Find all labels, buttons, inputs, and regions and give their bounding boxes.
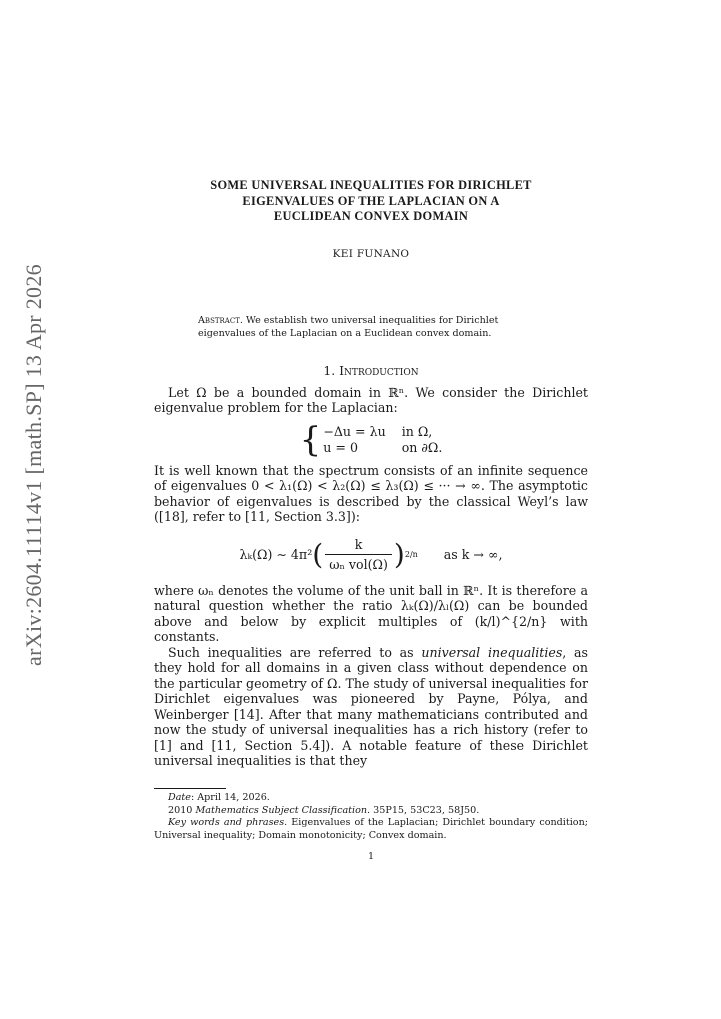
paragraph-4-rest: , as they hold for all domains in a given class without dependence on the particular geometry of Ω. The study of universal inequalities for Dirichlet eigenvalues was pioneered by Payne, Pólya, and Weinberger [14]. After that many mathematicians contributed and now the study of universal inequalities has a rich history (refer to [1] and [11, Section 5.4]). A notable feature of these Dirichlet universal inequalities is that they: [154, 644, 588, 768]
weyl-lhs: λₖ(Ω) ∼ 4π²: [239, 546, 313, 562]
equation-row1-right: in Ω,: [401, 423, 433, 439]
msc-prefix: 2010: [168, 804, 196, 816]
weyl-denominator: ωₙ vol(Ω): [325, 554, 392, 573]
equation-row1-left: −Δu = λu: [323, 423, 386, 439]
equation-row2-left: u = 0: [323, 440, 358, 455]
abstract: [198, 314, 546, 340]
abstract-text: We establish two universal inequalities for Dirichlet eigenvalues of the Laplacian on a Euclidean convex domain.: [198, 315, 499, 339]
equation-row2-right: on ∂Ω.: [401, 440, 443, 455]
paragraph-1: Let Ω be a bounded domain in ℝⁿ. We consider the Dirichlet eigenvalue problem for the Laplacian:: [154, 384, 588, 415]
footnote-date: [154, 792, 588, 805]
keywords-label: Key words and phrases.: [168, 817, 288, 829]
page-number: 1: [367, 851, 375, 862]
paper-page-body: [154, 178, 588, 769]
weyl-fraction: [325, 537, 392, 573]
footnotes: [154, 788, 588, 842]
msc-label: Mathematics Subject Classification.: [195, 804, 371, 816]
abstract-label: Abstract.: [198, 315, 243, 326]
weyl-exponent: 2/n: [404, 549, 418, 559]
paragraph-2: It is well known that the spectrum consists of an infinite sequence of eigenvalues 0 < λ₁(Ω) < λ₂(Ω) ≤ λ₃(Ω) ≤ ··· → ∞. The asymptotic behavior of eigenvalues is described by the classical Weyl’s law ([18], refer to [11, Section 3.3]):: [154, 462, 588, 524]
author-name: KEI FUNANO: [332, 247, 410, 260]
title-line: EUCLIDEAN CONVEX DOMAIN: [273, 209, 469, 223]
paragraph-4-start: Such inequalities are referred to as: [168, 644, 422, 660]
date-value: : April 14, 2026.: [190, 792, 270, 803]
title-line: SOME UNIVERSAL INEQUALITIES FOR DIRICHLET: [210, 178, 532, 192]
paragraph-3: where ωₙ denotes the volume of the unit ball in ℝⁿ. It is therefore a natural question whether the ratio λₖ(Ω)/λₗ(Ω) can be bounded above and below by explicit multiples of (k/l)^{2/n} with constants.: [154, 582, 588, 644]
paper-title: [154, 178, 588, 225]
title-line: EIGENVALUES OF THE LAPLACIAN ON A: [242, 193, 500, 208]
msc-value: 35P15, 53C23, 58J50.: [370, 804, 480, 816]
left-paren: (: [312, 537, 324, 571]
dirichlet-problem-equation: [154, 419, 588, 460]
date-label: Date: [168, 792, 191, 803]
paragraph-4-emphasis: universal inequalities: [421, 644, 563, 660]
keywords-value: Eigenvalues of the Laplacian; Dirichlet boundary condition; Universal inequality; Domain monotonicity; Convex domain.: [154, 817, 588, 841]
weyl-condition: as k → ∞,: [443, 546, 503, 562]
weyl-law-equation: [154, 537, 588, 573]
footnote-keywords: [154, 817, 588, 842]
equation-cases: [323, 424, 442, 456]
arxiv-identifier-text: arXiv:2604.11114v1 [math.SP] 13 Apr 2026: [21, 264, 46, 666]
paragraph-4: [154, 645, 588, 769]
footnote-msc: [154, 805, 588, 818]
left-brace: {: [299, 419, 322, 460]
weyl-numerator: k: [354, 536, 363, 552]
arxiv-identifier-stamp: [14, 264, 54, 666]
right-paren: ): [393, 537, 405, 571]
section-heading: 1. Introduction: [323, 363, 419, 378]
footnote-rule: [154, 788, 226, 789]
